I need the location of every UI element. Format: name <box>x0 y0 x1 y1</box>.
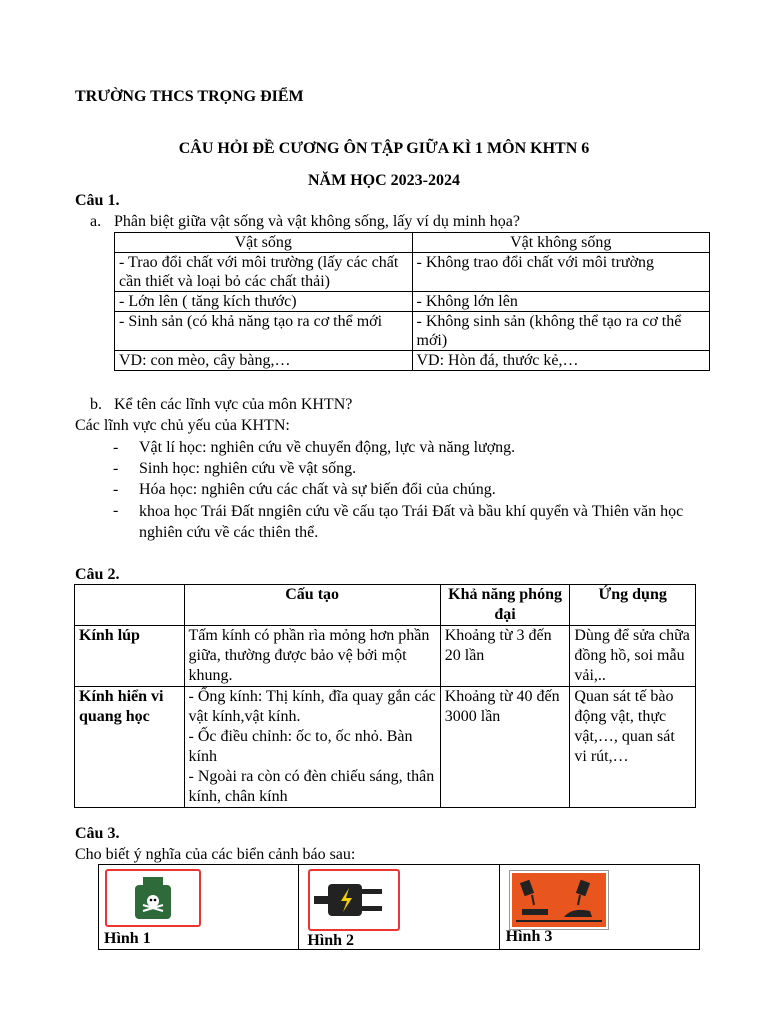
figure-label: Hình 2 <box>307 932 355 949</box>
table-row <box>75 626 696 687</box>
electric-plug-sign-icon <box>308 869 400 931</box>
structure-line: - Ốc điều chỉnh: ốc to, ốc nhỏ. Bàn kính <box>188 728 413 765</box>
table-header: Khả năng phóng đại <box>440 585 570 626</box>
table-cell: - Không trao đổi chất với môi trường <box>412 253 710 292</box>
q3-question: Cho biết ý nghĩa của các biển cảnh báo sau: <box>75 846 356 863</box>
row-label: Kính hiển vi quang học <box>75 687 185 808</box>
table-cell: - Không sinh sản (không thể tạo ra cơ thể mới) <box>412 312 710 351</box>
table-cell: - Lớn lên ( tăng kích thước) <box>115 292 413 312</box>
table-cell: Dùng để sửa chữa đồng hồ, soi mẫu vải,.. <box>570 626 696 687</box>
bullet: - <box>113 460 119 477</box>
table-header: Ứng dụng <box>570 585 696 626</box>
corrosive-sign-icon <box>510 871 608 929</box>
school-year: NĂM HỌC 2023-2024 <box>308 172 460 189</box>
document-title: CÂU HỎI ĐỀ CƯƠNG ÔN TẬP GIỮA KÌ 1 MÔN KHTN 6 <box>178 140 590 157</box>
row-label: Kính lúp <box>75 626 185 687</box>
magnifier-microscope-table <box>74 584 696 808</box>
list-item: Vật lí học: nghiên cứu về chuyển động, lực và năng lượng. <box>139 439 516 456</box>
figure-label: Hình 1 <box>104 930 151 947</box>
table-cell: VD: con mèo, cây bàng,… <box>115 351 413 371</box>
q1b-marker: b. <box>90 396 102 413</box>
table-cell: Khoảng từ 3 đến 20 lần <box>440 626 570 687</box>
sign-cell-2 <box>299 865 499 950</box>
warning-signs-table <box>98 864 700 950</box>
table-header: Vật không sống <box>412 233 710 253</box>
table-cell <box>184 687 440 808</box>
bullet: - <box>113 439 119 456</box>
table-cell: - Trao đổi chất với môi trường (lấy các chất cần thiết và loại bỏ các chất thải) <box>115 253 413 292</box>
table-cell: Khoảng từ 40 đến 3000 lần <box>440 687 570 808</box>
q1-heading: Câu 1. <box>75 192 120 209</box>
list-item: Hóa học: nghiên cứu các chất và sự biến đổi của chúng. <box>139 481 496 498</box>
living-vs-nonliving-table <box>114 232 710 371</box>
table-row <box>115 351 710 371</box>
q1b-intro: Các lĩnh vực chủ yếu của KHTN: <box>75 417 290 434</box>
structure-line: - Ngoài ra còn có đèn chiếu sáng, thân kính, chân kính <box>188 768 435 805</box>
bullet: - <box>113 481 119 498</box>
school-name: TRƯỜNG THCS TRỌNG ĐIỂM <box>75 88 304 105</box>
q1b-question: Kể tên các lĩnh vực của môn KHTN? <box>114 396 353 413</box>
table-cell: Quan sát tế bào động vật, thực vật,…, quan sát vi rút,… <box>570 687 696 808</box>
toxic-sign-icon <box>105 869 201 927</box>
table-cell: VD: Hòn đá, thước kẻ,… <box>412 351 710 371</box>
table-cell: Tấm kính có phần rìa mỏng hơn phần giữa, thường được bảo vệ bởi một khung. <box>184 626 440 687</box>
table-header: Vật sống <box>115 233 413 253</box>
table-row <box>115 312 710 351</box>
table-cell: - Không lớn lên <box>412 292 710 312</box>
sign-cell-3 <box>499 865 699 950</box>
list-item: Sinh học: nghiên cứu về vật sống. <box>139 460 357 477</box>
q1a-marker: a. <box>90 213 102 230</box>
bullet: - <box>113 502 119 519</box>
table-row <box>75 687 696 808</box>
sign-cell-1 <box>99 865 299 950</box>
table-header <box>75 585 185 626</box>
table-row <box>115 253 710 292</box>
list-item: khoa học Trái Đất nngiên cứu về cấu tạo Trái Đất và bầu khí quyển và Thiên văn học nghiên cứu về các thiên thể. <box>139 503 684 541</box>
q1a-question: Phân biệt giữa vật sống và vật không sống, lấy ví dụ minh họa? <box>114 213 520 230</box>
q3-heading: Câu 3. <box>75 825 120 842</box>
q2-heading: Câu 2. <box>75 566 120 583</box>
table-row <box>115 292 710 312</box>
table-cell: - Sinh sản (có khả năng tạo ra cơ thể mới <box>115 312 413 351</box>
table-header: Cấu tạo <box>184 585 440 626</box>
structure-line: - Ống kính: Thị kính, đĩa quay gắn các vật kính,vật kính. <box>188 688 436 725</box>
figure-label: Hình 3 <box>505 928 553 945</box>
